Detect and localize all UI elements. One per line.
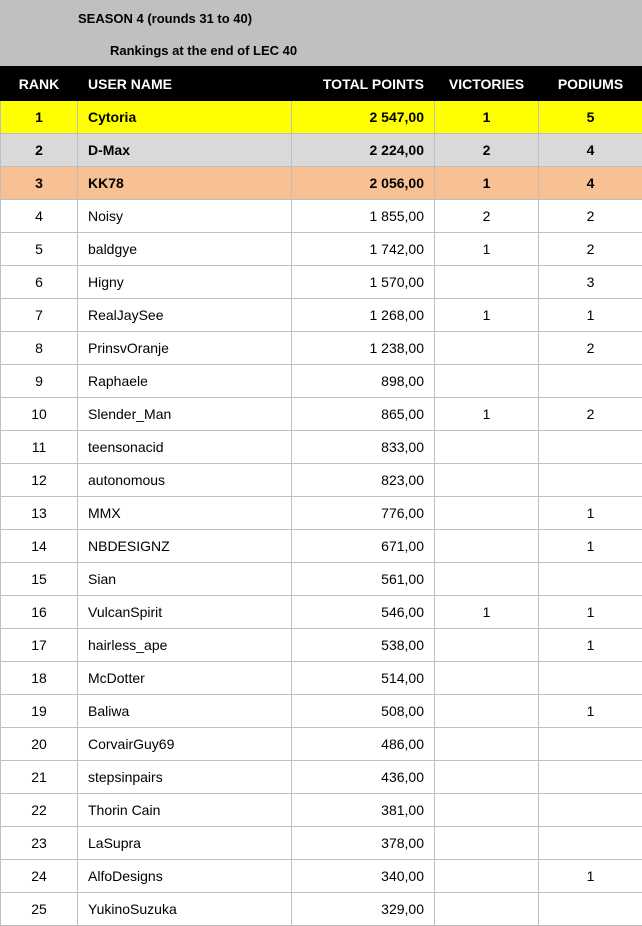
rank-cell: 3 [1, 167, 78, 200]
rankings-body [1, 101, 642, 926]
victories-cell [435, 728, 539, 761]
user-name-cell: PrinsvOranje [78, 332, 292, 365]
table-row [1, 794, 642, 827]
user-name-cell: CorvairGuy69 [78, 728, 292, 761]
rank-cell: 5 [1, 233, 78, 266]
user-name-cell: D-Max [78, 134, 292, 167]
total-points-cell: 381,00 [292, 794, 435, 827]
user-name-cell: autonomous [78, 464, 292, 497]
podiums-cell: 1 [539, 299, 642, 332]
podiums-cell [539, 728, 642, 761]
column-header-row [1, 67, 642, 101]
podiums-cell [539, 662, 642, 695]
rank-cell: 21 [1, 761, 78, 794]
total-points-cell: 2 056,00 [292, 167, 435, 200]
rank-cell: 18 [1, 662, 78, 695]
victories-cell [435, 563, 539, 596]
victories-cell [435, 464, 539, 497]
rank-cell: 9 [1, 365, 78, 398]
user-name-cell: McDotter [78, 662, 292, 695]
victories-cell [435, 365, 539, 398]
table-row [1, 662, 642, 695]
table-row [1, 596, 642, 629]
table-row [1, 266, 642, 299]
podiums-cell: 2 [539, 332, 642, 365]
rank-cell: 8 [1, 332, 78, 365]
podiums-cell [539, 365, 642, 398]
table-row [1, 563, 642, 596]
victories-cell [435, 629, 539, 662]
rank-cell: 6 [1, 266, 78, 299]
victories-cell: 1 [435, 398, 539, 431]
table-row [1, 167, 642, 200]
rank-cell: 20 [1, 728, 78, 761]
user-name-cell: KK78 [78, 167, 292, 200]
victories-cell: 2 [435, 134, 539, 167]
table-row [1, 629, 642, 662]
total-points-cell: 1 570,00 [292, 266, 435, 299]
table-row [1, 365, 642, 398]
total-points-cell: 1 238,00 [292, 332, 435, 365]
column-header-podiums: PODIUMS [539, 67, 642, 101]
total-points-cell: 340,00 [292, 860, 435, 893]
user-name-cell: Sian [78, 563, 292, 596]
total-points-cell: 436,00 [292, 761, 435, 794]
rank-cell: 16 [1, 596, 78, 629]
user-name-cell: YukinoSuzuka [78, 893, 292, 926]
podiums-cell: 5 [539, 101, 642, 134]
victories-cell [435, 662, 539, 695]
column-header-user: USER NAME [78, 67, 292, 101]
podiums-cell: 3 [539, 266, 642, 299]
podiums-cell [539, 893, 642, 926]
victories-cell: 2 [435, 200, 539, 233]
table-row [1, 134, 642, 167]
victories-cell: 1 [435, 299, 539, 332]
column-header-victories: VICTORIES [435, 67, 539, 101]
total-points-cell: 508,00 [292, 695, 435, 728]
total-points-cell: 833,00 [292, 431, 435, 464]
victories-cell: 1 [435, 167, 539, 200]
user-name-cell: NBDESIGNZ [78, 530, 292, 563]
victories-cell [435, 827, 539, 860]
total-points-cell: 486,00 [292, 728, 435, 761]
table-row [1, 332, 642, 365]
victories-cell [435, 794, 539, 827]
season-title: SEASON 4 (rounds 31 to 40) [78, 11, 252, 26]
user-name-cell: AlfoDesigns [78, 860, 292, 893]
user-name-cell: Higny [78, 266, 292, 299]
rank-cell: 11 [1, 431, 78, 464]
rank-cell: 15 [1, 563, 78, 596]
rank-cell: 2 [1, 134, 78, 167]
column-header-points: TOTAL POINTS [292, 67, 435, 101]
podiums-cell: 1 [539, 596, 642, 629]
table-row [1, 860, 642, 893]
rank-cell: 17 [1, 629, 78, 662]
user-name-cell: teensonacid [78, 431, 292, 464]
user-name-cell: Thorin Cain [78, 794, 292, 827]
total-points-cell: 671,00 [292, 530, 435, 563]
podiums-cell: 1 [539, 695, 642, 728]
table-row [1, 827, 642, 860]
total-points-cell: 378,00 [292, 827, 435, 860]
total-points-cell: 1 268,00 [292, 299, 435, 332]
podiums-cell [539, 827, 642, 860]
total-points-cell: 561,00 [292, 563, 435, 596]
victories-cell [435, 431, 539, 464]
total-points-cell: 823,00 [292, 464, 435, 497]
rank-cell: 12 [1, 464, 78, 497]
table-row [1, 728, 642, 761]
total-points-cell: 2 547,00 [292, 101, 435, 134]
table-row [1, 695, 642, 728]
total-points-cell: 538,00 [292, 629, 435, 662]
rank-cell: 19 [1, 695, 78, 728]
victories-cell: 1 [435, 101, 539, 134]
user-name-cell: LaSupra [78, 827, 292, 860]
user-name-cell: stepsinpairs [78, 761, 292, 794]
table-row [1, 431, 642, 464]
podiums-cell [539, 794, 642, 827]
total-points-cell: 514,00 [292, 662, 435, 695]
victories-cell [435, 530, 539, 563]
table-row [1, 233, 642, 266]
total-points-cell: 546,00 [292, 596, 435, 629]
table-header-banner [0, 0, 642, 66]
rank-cell: 10 [1, 398, 78, 431]
total-points-cell: 1 742,00 [292, 233, 435, 266]
podiums-cell: 1 [539, 860, 642, 893]
table-row [1, 101, 642, 134]
rankings-table [0, 66, 642, 926]
podiums-cell [539, 464, 642, 497]
podiums-cell: 1 [539, 530, 642, 563]
user-name-cell: MMX [78, 497, 292, 530]
table-row [1, 200, 642, 233]
victories-cell [435, 332, 539, 365]
user-name-cell: baldgye [78, 233, 292, 266]
rank-cell: 13 [1, 497, 78, 530]
victories-cell [435, 497, 539, 530]
table-row [1, 893, 642, 926]
victories-cell [435, 266, 539, 299]
total-points-cell: 865,00 [292, 398, 435, 431]
user-name-cell: Slender_Man [78, 398, 292, 431]
user-name-cell: hairless_ape [78, 629, 292, 662]
total-points-cell: 1 855,00 [292, 200, 435, 233]
podiums-cell: 1 [539, 497, 642, 530]
total-points-cell: 898,00 [292, 365, 435, 398]
total-points-cell: 2 224,00 [292, 134, 435, 167]
rank-cell: 24 [1, 860, 78, 893]
user-name-cell: RealJaySee [78, 299, 292, 332]
user-name-cell: Baliwa [78, 695, 292, 728]
user-name-cell: Noisy [78, 200, 292, 233]
podiums-cell: 1 [539, 629, 642, 662]
podiums-cell: 2 [539, 200, 642, 233]
victories-cell [435, 761, 539, 794]
podiums-cell [539, 431, 642, 464]
rank-cell: 1 [1, 101, 78, 134]
podiums-cell: 4 [539, 134, 642, 167]
user-name-cell: VulcanSpirit [78, 596, 292, 629]
rankings-subtitle: Rankings at the end of LEC 40 [110, 43, 297, 58]
podiums-cell: 4 [539, 167, 642, 200]
victories-cell [435, 893, 539, 926]
rank-cell: 4 [1, 200, 78, 233]
table-row [1, 497, 642, 530]
total-points-cell: 776,00 [292, 497, 435, 530]
victories-cell [435, 695, 539, 728]
rank-cell: 23 [1, 827, 78, 860]
user-name-cell: Cytoria [78, 101, 292, 134]
podiums-cell: 2 [539, 233, 642, 266]
table-row [1, 464, 642, 497]
total-points-cell: 329,00 [292, 893, 435, 926]
table-row [1, 398, 642, 431]
victories-cell: 1 [435, 233, 539, 266]
table-row [1, 299, 642, 332]
podiums-cell [539, 563, 642, 596]
rank-cell: 14 [1, 530, 78, 563]
podiums-cell: 2 [539, 398, 642, 431]
rank-cell: 22 [1, 794, 78, 827]
table-row [1, 761, 642, 794]
user-name-cell: Raphaele [78, 365, 292, 398]
rank-cell: 7 [1, 299, 78, 332]
column-header-rank: RANK [1, 67, 78, 101]
table-row [1, 530, 642, 563]
podiums-cell [539, 761, 642, 794]
rank-cell: 25 [1, 893, 78, 926]
victories-cell: 1 [435, 596, 539, 629]
victories-cell [435, 860, 539, 893]
